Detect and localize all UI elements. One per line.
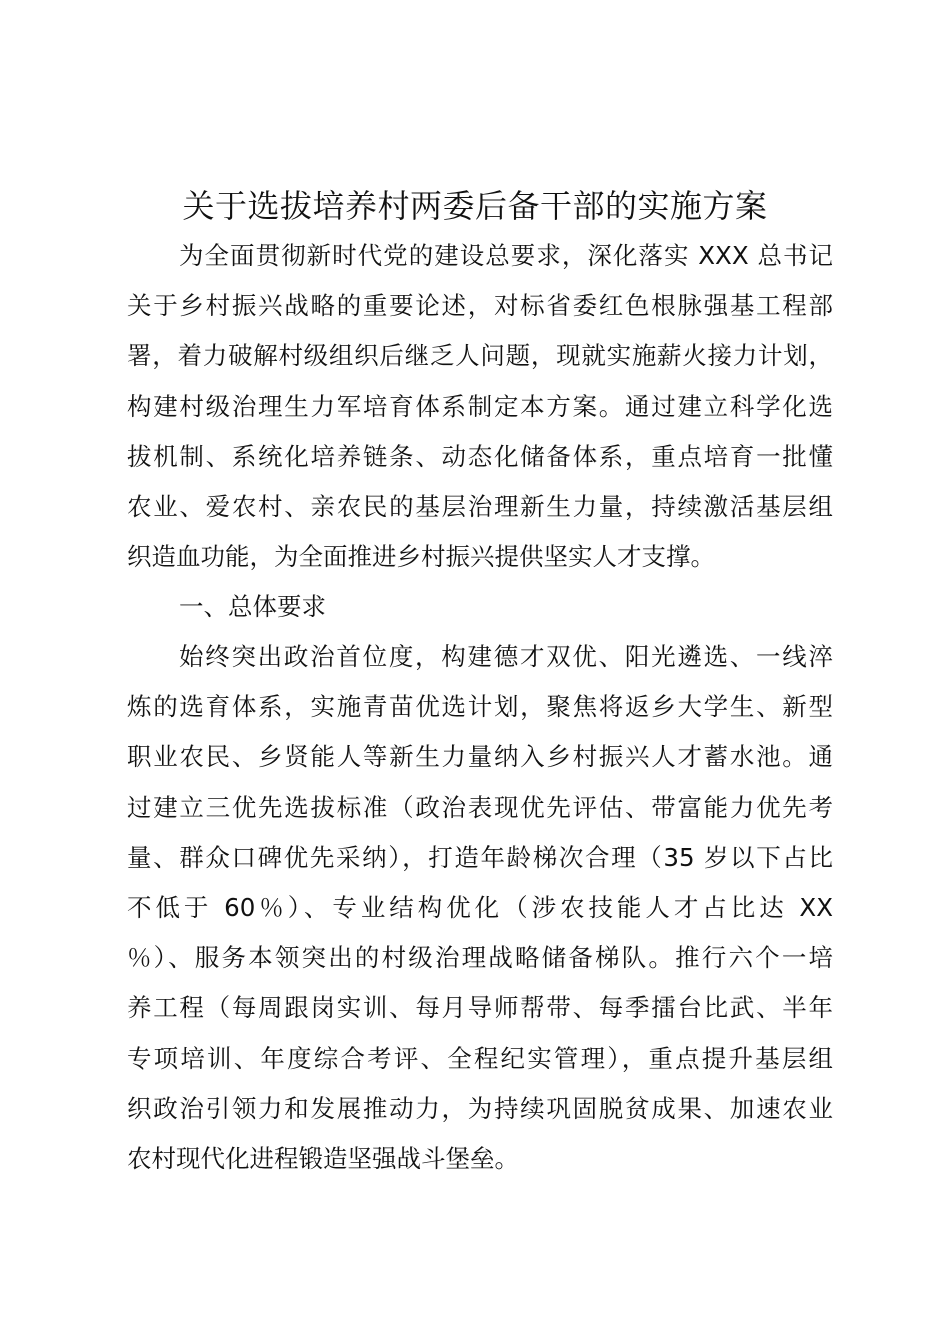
paragraph-line: 养工程（每周跟岗实训、每月导师帮带、每季擂台比武、半年 xyxy=(127,993,833,1023)
paragraph-line: 织政治引领力和发展推动力，为持续巩固脱贫成果、加速农业 xyxy=(127,1093,833,1123)
paragraph-line: 农业、爱农村、亲农民的基层治理新生力量，持续激活基层组 xyxy=(127,491,833,521)
paragraph-line: 不低于 60％）、专业结构优化（涉农技能人才占比达 XX xyxy=(127,892,833,922)
intro-paragraph xyxy=(127,231,833,582)
section-paragraph xyxy=(127,632,833,1184)
paragraph-line: 署，着力破解村级组织后继乏人问题，现就实施薪火接力计划， xyxy=(127,341,833,371)
paragraph-line: 农村现代化进程锻造坚强战斗堡垒。 xyxy=(127,1143,519,1173)
paragraph-line: 专项培训、年度综合考评、全程纪实管理），重点提升基层组 xyxy=(127,1043,833,1073)
paragraph-line: 拔机制、系统化培养链条、动态化储备体系，重点培育一批懂 xyxy=(127,441,833,471)
paragraph-line: 织造血功能，为全面推进乡村振兴提供坚实人才支撑。 xyxy=(127,542,715,572)
paragraph-line: 炼的选育体系，实施青苗优选计划，聚焦将返乡大学生、新型 xyxy=(127,692,833,722)
paragraph-line: 始终突出政治首位度，构建德才双优、阳光遴选、一线淬 xyxy=(179,642,833,671)
paragraph-line: ％）、服务本领突出的村级治理战略储备梯队。推行六个一培 xyxy=(127,943,833,973)
paragraph-line: 职业农民、乡贤能人等新生力量纳入乡村振兴人才蓄水池。通 xyxy=(127,742,833,772)
document-title: 关于选拔培养村两委后备干部的实施方案 xyxy=(182,187,768,225)
section-heading-text: 一、总体要求 xyxy=(179,592,326,621)
section-heading xyxy=(127,582,833,632)
paragraph-line: 关于乡村振兴战略的重要论述，对标省委红色根脉强基工程部 xyxy=(127,291,833,321)
paragraph-line: 量、群众口碑优先采纳），打造年龄梯次合理（35 岁以下占比 xyxy=(127,842,833,872)
paragraph-line: 过建立三优先选拔标准（政治表现优先评估、带富能力优先考 xyxy=(127,792,833,822)
paragraph-line: 构建村级治理生力军培育体系制定本方案。通过建立科学化选 xyxy=(127,391,833,421)
paragraph-line: 为全面贯彻新时代党的建设总要求，深化落实 XXX 总书记 xyxy=(179,241,833,270)
